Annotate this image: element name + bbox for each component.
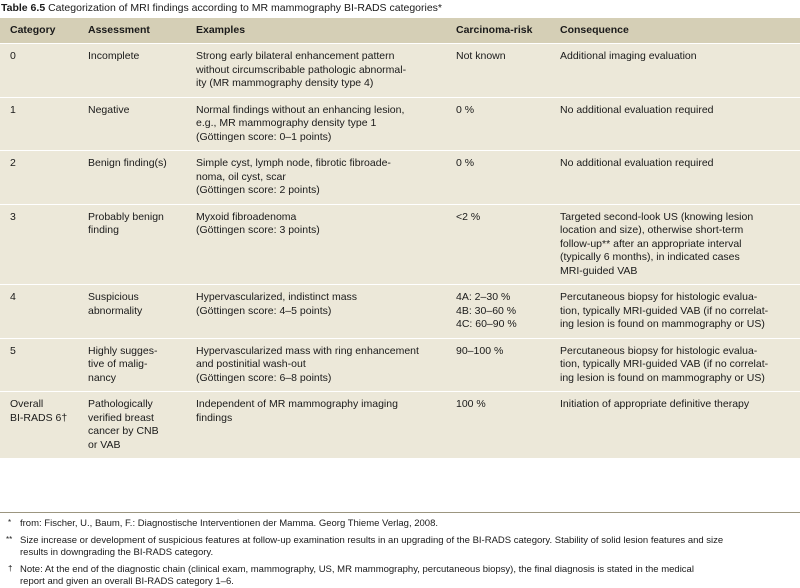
cell-risk [446, 151, 550, 205]
footnote-text: Size increase or development of suspicious features at follow-up examination results in an upgrading of the BI-RADS category. Stability of solid lesion features and size [20, 535, 724, 546]
cell-consequence [550, 204, 800, 285]
footnote-text: results in downgrading the BI-RADS category. [20, 547, 214, 558]
cell-line: 2 [10, 157, 16, 169]
table-header-row [0, 18, 800, 44]
cell-consequence [550, 285, 800, 339]
cell-line: Pathologically [88, 398, 153, 410]
cell-line: (Göttingen score: 4–5 points) [196, 304, 332, 317]
cell-risk [446, 285, 550, 339]
cell-consequence [550, 97, 800, 151]
cell-line: findings [196, 411, 233, 424]
cell-line: Not known [456, 50, 506, 62]
table-number: Table 6.5 [1, 2, 46, 14]
table-row [0, 338, 800, 392]
cell-line: Percutaneous biopsy for histologic evalua- [560, 291, 758, 303]
cell-line: (Göttingen score: 2 points) [196, 184, 320, 196]
cell-line: cancer by CNB [88, 425, 159, 437]
cell-line: abnormality [88, 304, 143, 317]
cell-line: 5 [10, 344, 16, 357]
cell-risk [446, 392, 550, 459]
cell-line: (Göttingen score: 0–1 points) [196, 130, 332, 143]
cell-line: 4C: 60–90 % [456, 318, 517, 330]
cell-line: Suspicious [88, 291, 139, 303]
cell-line: tive of malig- [88, 358, 148, 370]
table-row [0, 285, 800, 339]
cell-line: Hypervascularized, indistinct mass [196, 291, 358, 303]
cell-examples [184, 97, 446, 151]
cell-category [0, 44, 78, 98]
cell-line: (Göttingen score: 3 points) [196, 224, 320, 236]
cell-line: location and size), otherwise short-term [560, 224, 744, 236]
cell-line: or VAB [88, 438, 121, 451]
cell-risk [446, 44, 550, 98]
footnote-marker: † [8, 564, 13, 573]
cell-line: Initiation of appropriate definitive therapy [560, 398, 750, 410]
cell-line: finding [88, 224, 119, 236]
header-consequence: Consequence [550, 18, 800, 44]
cell-examples [184, 151, 446, 205]
cell-consequence [550, 338, 800, 392]
cell-line: Independent of MR mammography imaging [196, 398, 398, 410]
cell-line: Benign finding(s) [88, 157, 167, 169]
cell-line: Percutaneous biopsy for histologic evalua- [560, 344, 758, 357]
header-examples: Examples [184, 18, 446, 44]
cell-examples [184, 204, 446, 285]
cell-consequence [550, 44, 800, 98]
cell-category [0, 151, 78, 205]
cell-line: No additional evaluation required [560, 103, 714, 116]
cell-risk [446, 97, 550, 151]
cell-line: Hypervascularized mass with ring enhancement [196, 344, 419, 357]
cell-line: nancy [88, 371, 117, 384]
cell-line: Highly sugges- [88, 344, 158, 357]
footnote [0, 535, 800, 559]
footnotes [0, 512, 800, 588]
footnote-text: report and given an overall BI-RADS category 1–6. [20, 576, 234, 587]
cell-line: 4B: 30–60 % [456, 304, 517, 317]
cell-category [0, 338, 78, 392]
cell-line: 100 % [456, 398, 486, 410]
cell-assessment [78, 44, 184, 98]
cell-line: 0 [10, 50, 16, 62]
table-row [0, 97, 800, 151]
cell-line: 90–100 % [456, 344, 504, 357]
cell-line: Targeted second-look US (knowing lesion [560, 210, 754, 223]
cell-line: ing lesion is found on mammography or US) [560, 318, 765, 330]
cell-assessment [78, 285, 184, 339]
table-row [0, 44, 800, 98]
cell-line: verified breast [88, 411, 154, 424]
cell-line: tion, typically MRI-guided VAB (if no correlat- [560, 358, 769, 370]
header-risk: Carcinoma-risk [446, 18, 550, 44]
cell-category [0, 392, 78, 459]
cell-line: 4 [10, 291, 16, 303]
cell-line: BI-RADS 6† [10, 411, 68, 424]
cell-line: 3 [10, 210, 16, 223]
footnote-marker: ** [6, 535, 13, 544]
cell-line: Strong early bilateral enhancement pattern [196, 50, 395, 62]
cell-line: noma, oil cyst, scar [196, 170, 286, 183]
cell-line: follow-up** after an appropriate interval [560, 237, 742, 250]
cell-line: 1 [10, 103, 16, 116]
cell-line: (Göttingen score: 6–8 points) [196, 371, 332, 384]
cell-examples [184, 285, 446, 339]
cell-assessment [78, 204, 184, 285]
cell-line: ity (MR mammography density type 4) [196, 77, 374, 89]
footnote [0, 518, 800, 530]
cell-assessment [78, 338, 184, 392]
cell-line: Additional imaging evaluation [560, 50, 697, 62]
cell-risk [446, 204, 550, 285]
cell-line: (typically 6 months), in indicated cases [560, 251, 740, 263]
cell-line: ing lesion is found on mammography or US) [560, 371, 765, 384]
cell-line: 0 % [456, 103, 475, 116]
cell-examples [184, 44, 446, 98]
cell-line: Myxoid fibroadenoma [196, 210, 297, 223]
table-row [0, 204, 800, 285]
cell-line: e.g., MR mammography density type 1 [196, 117, 377, 129]
footnote-text: Note: At the end of the diagnostic chain (clinical exam, mammography, US, MR mammography, percutaneous biopsy), the final diagnosis is stated in the medical [20, 564, 694, 575]
cell-category [0, 97, 78, 151]
header-category: Category [0, 18, 78, 44]
cell-line: Negative [88, 103, 130, 116]
birads-table [0, 18, 800, 458]
cell-line: 0 % [456, 157, 475, 169]
cell-line: No additional evaluation required [560, 157, 714, 169]
cell-assessment [78, 97, 184, 151]
cell-line: and postinitial wash-out [196, 358, 306, 370]
table-title: Categorization of MRI findings according to MR mammography BI-RADS categories* [48, 2, 443, 14]
table-row [0, 151, 800, 205]
header-assessment: Assessment [78, 18, 184, 44]
table-caption [0, 0, 800, 18]
cell-consequence [550, 392, 800, 459]
cell-line: tion, typically MRI-guided VAB (if no correlat- [560, 304, 769, 317]
cell-examples [184, 338, 446, 392]
footnote-text: from: Fischer, U., Baum, F.: Diagnostische Interventionen der Mamma. Georg Thieme Verlag, 2008. [20, 518, 439, 529]
cell-category [0, 204, 78, 285]
footnote [0, 564, 800, 588]
cell-consequence [550, 151, 800, 205]
cell-line: MRI-guided VAB [560, 264, 638, 277]
cell-line: without circumscribable pathologic abnormal- [196, 63, 407, 76]
cell-assessment [78, 392, 184, 459]
cell-line: Simple cyst, lymph node, fibrotic fibroade- [196, 157, 391, 169]
cell-risk [446, 338, 550, 392]
cell-line: Incomplete [88, 50, 140, 62]
cell-assessment [78, 151, 184, 205]
footnote-marker: * [8, 518, 12, 527]
cell-line: Normal findings without an enhancing lesion, [196, 103, 405, 116]
cell-category [0, 285, 78, 339]
cell-line: Overall [10, 398, 44, 410]
cell-line: <2 % [456, 210, 481, 223]
cell-examples [184, 392, 446, 459]
table-row [0, 392, 800, 459]
cell-line: 4A: 2–30 % [456, 291, 511, 303]
cell-line: Probably benign [88, 210, 164, 223]
